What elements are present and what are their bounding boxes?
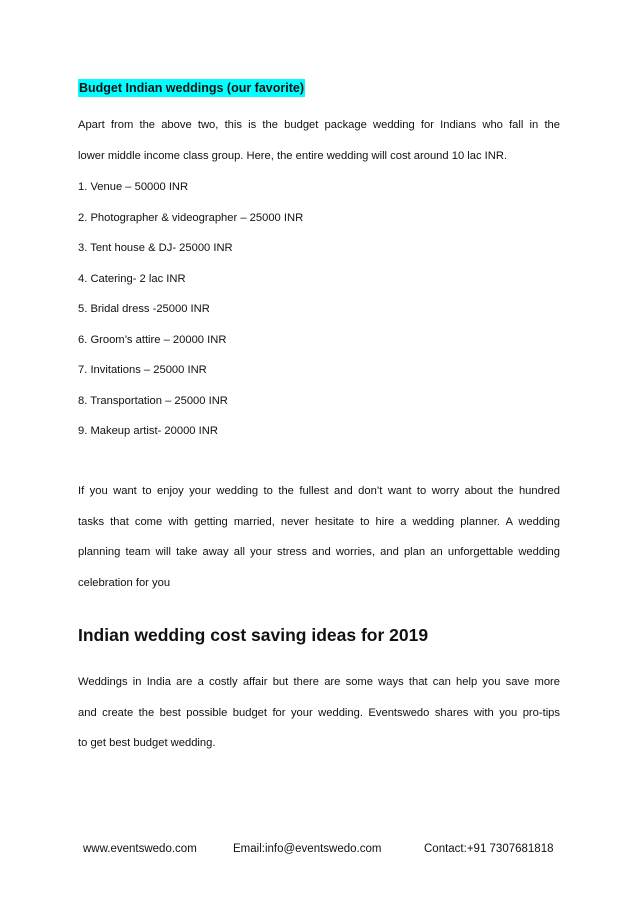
list-item: 7. Invitations – 25000 INR xyxy=(78,364,207,376)
saving-line: to get best budget wedding. xyxy=(78,737,216,749)
list-item: 9. Makeup artist- 20000 INR xyxy=(78,425,218,437)
list-item: 8. Transportation – 25000 INR xyxy=(78,394,228,407)
list-item: 3. Tent house & DJ- 25000 INR xyxy=(78,242,233,254)
footer-email: Email:info@eventswedo.com xyxy=(233,843,382,855)
planner-paragraph xyxy=(78,476,560,598)
section-subheading: Budget Indian weddings (our favorite) xyxy=(79,81,304,95)
list-item: 1. Venue – 50000 INR xyxy=(78,181,189,193)
section-heading: Indian wedding cost saving ideas for 2019 xyxy=(78,625,429,645)
footer-website: www.eventswedo.com xyxy=(83,843,197,855)
saving-line: Weddings in India are a costly affair but there are some ways that can help you save more xyxy=(78,676,560,688)
saving-paragraph xyxy=(78,667,560,759)
planner-line: celebration for you xyxy=(78,576,171,589)
cost-list xyxy=(78,172,303,447)
list-item: 5. Bridal dress -25000 INR xyxy=(78,303,210,315)
saving-line: and create the best possible budget for your wedding. Eventswedo shares with you pro-tips xyxy=(78,706,560,719)
list-item: 6. Groom’s attire – 20000 INR xyxy=(78,333,227,346)
list-item: 2. Photographer & videographer – 25000 INR xyxy=(78,211,304,224)
intro-line: Apart from the above two, this is the budget package wedding for Indians who fall in the xyxy=(78,119,560,131)
intro-line: lower middle income class group. Here, the entire wedding will cost around 10 lac INR. xyxy=(78,149,508,162)
planner-line: planning team will take away all your stress and worries, and plan an unforgettable wedding xyxy=(78,546,560,558)
planner-line: If you want to enjoy your wedding to the fullest and don’t want to worry about the hundred xyxy=(78,485,560,497)
footer-contact: Contact:+91 7307681818 xyxy=(424,843,554,855)
intro-paragraph xyxy=(78,110,560,171)
planner-line: tasks that come with getting married, never hesitate to hire a wedding planner. A wedding xyxy=(78,515,560,528)
list-item: 4. Catering- 2 lac INR xyxy=(78,272,186,285)
